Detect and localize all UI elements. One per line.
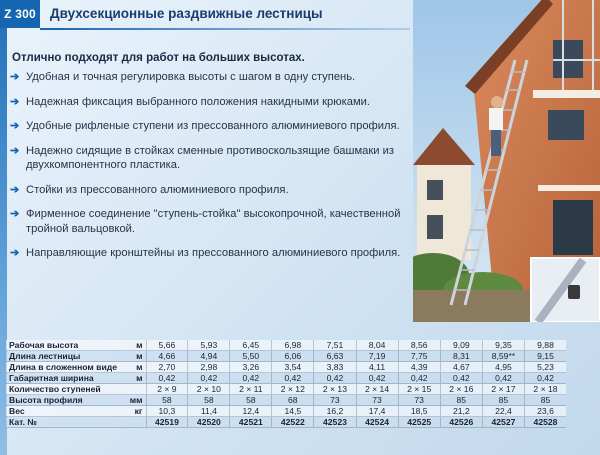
spec-value: 3,83 bbox=[314, 362, 356, 373]
spec-value: 42519 bbox=[146, 417, 188, 428]
spec-value: 21,2 bbox=[440, 406, 482, 417]
spec-value: 42522 bbox=[272, 417, 314, 428]
spec-value: 5,23 bbox=[525, 362, 567, 373]
spec-value: 2 × 12 bbox=[272, 384, 314, 395]
title-divider bbox=[40, 28, 410, 30]
spec-value: 4,11 bbox=[356, 362, 398, 373]
arrow-icon: ➔ bbox=[10, 208, 20, 220]
ladder-house-illustration bbox=[413, 0, 600, 322]
spec-value: 9,35 bbox=[482, 340, 524, 351]
spec-value: 2,70 bbox=[146, 362, 188, 373]
spec-row bbox=[6, 384, 566, 395]
spec-value: 85 bbox=[440, 395, 482, 406]
model-badge: Z 300 bbox=[0, 0, 40, 28]
spec-value: 42523 bbox=[314, 417, 356, 428]
spec-value: 6,06 bbox=[272, 351, 314, 362]
spec-value: 5,93 bbox=[188, 340, 230, 351]
spec-value: 42521 bbox=[230, 417, 272, 428]
feature-item: ➔ Надежно сидящие в стойках сменные противоскользящие башмаки из двухкомпонентного пластика. bbox=[10, 144, 395, 171]
spec-value: 8,59** bbox=[482, 351, 524, 362]
arrow-icon: ➔ bbox=[10, 95, 20, 108]
spec-value: 2 × 18 bbox=[525, 384, 567, 395]
arrow-icon: ➔ bbox=[10, 120, 20, 132]
spec-value: 73 bbox=[398, 395, 440, 406]
spec-value: 6,45 bbox=[230, 340, 272, 351]
spec-value: 7,75 bbox=[398, 351, 440, 362]
feature-item: ➔ Удобная и точная регулировка высоты с шагом в одну ступень. bbox=[10, 71, 356, 83]
spec-value: 8,31 bbox=[440, 351, 482, 362]
spec-value: 58 bbox=[146, 395, 188, 406]
spec-value: 4,67 bbox=[440, 362, 482, 373]
feature-item: ➔ Надежная фиксация выбранного положения накидными крюками. bbox=[10, 95, 371, 108]
spec-value: 9,88 bbox=[525, 340, 567, 351]
spec-value: 0,42 bbox=[230, 373, 272, 384]
spec-value: 4,94 bbox=[188, 351, 230, 362]
spec-label: Кат. № bbox=[6, 417, 124, 428]
spec-row bbox=[6, 362, 566, 373]
spec-value: 8,56 bbox=[398, 340, 440, 351]
spec-row bbox=[6, 395, 566, 406]
spec-unit: м bbox=[124, 362, 146, 373]
spec-value: 42528 bbox=[525, 417, 567, 428]
spec-value: 11,4 bbox=[188, 406, 230, 417]
spec-value: 0,42 bbox=[314, 373, 356, 384]
feature-item: ➔ Удобные рифленые ступени из прессованного алюминиевого профиля. bbox=[10, 120, 400, 132]
spec-row bbox=[6, 373, 566, 384]
spec-label: Высота профиля bbox=[6, 395, 124, 406]
spec-value: 2 × 13 bbox=[314, 384, 356, 395]
spec-label: Длина лестницы bbox=[6, 351, 124, 362]
spec-unit: кг bbox=[124, 406, 146, 417]
spec-unit: мм bbox=[124, 395, 146, 406]
spec-value: 4,66 bbox=[146, 351, 188, 362]
spec-value: 17,4 bbox=[356, 406, 398, 417]
spec-value: 6,63 bbox=[314, 351, 356, 362]
spec-value: 6,98 bbox=[272, 340, 314, 351]
spec-label: Вес bbox=[6, 406, 124, 417]
spec-value: 58 bbox=[188, 395, 230, 406]
spec-value: 14,5 bbox=[272, 406, 314, 417]
spec-value: 5,50 bbox=[230, 351, 272, 362]
spec-value: 2 × 15 bbox=[398, 384, 440, 395]
arrow-icon: ➔ bbox=[10, 247, 20, 259]
spec-label: Длина в сложенном виде bbox=[6, 362, 124, 373]
spec-unit: м bbox=[124, 351, 146, 362]
spec-value: 68 bbox=[272, 395, 314, 406]
spec-value: 2 × 17 bbox=[482, 384, 524, 395]
spec-value: 7,19 bbox=[356, 351, 398, 362]
spec-value: 4,95 bbox=[482, 362, 524, 373]
spec-value: 42524 bbox=[356, 417, 398, 428]
spec-value: 2 × 9 bbox=[146, 384, 188, 395]
feature-list bbox=[10, 70, 410, 271]
spec-value: 42526 bbox=[440, 417, 482, 428]
feature-item: ➔ Фирменное соединение "ступень-стойка" высокопрочной, качественной тройной вальцовкой. bbox=[10, 208, 401, 235]
spec-unit: м bbox=[124, 340, 146, 351]
feature-item: ➔ Направляющие кронштейны из прессованного алюминиевого профиля. bbox=[10, 247, 401, 259]
spec-value: 0,42 bbox=[188, 373, 230, 384]
spec-value: 73 bbox=[314, 395, 356, 406]
spec-value: 0,42 bbox=[356, 373, 398, 384]
spec-row bbox=[6, 340, 566, 351]
spec-label: Габаритная ширина bbox=[6, 373, 124, 384]
arrow-icon: ➔ bbox=[10, 71, 20, 83]
spec-value: 9,09 bbox=[440, 340, 482, 351]
spec-unit: м bbox=[124, 373, 146, 384]
spec-value: 7,51 bbox=[314, 340, 356, 351]
spec-value: 73 bbox=[356, 395, 398, 406]
spec-value: 85 bbox=[525, 395, 567, 406]
spec-value: 0,42 bbox=[440, 373, 482, 384]
feature-item: ➔ Стойки из прессованного алюминиевого профиля. bbox=[10, 183, 289, 196]
spec-value: 0,42 bbox=[525, 373, 567, 384]
spec-value: 10,3 bbox=[146, 406, 188, 417]
spec-value: 42525 bbox=[398, 417, 440, 428]
spec-value: 16,2 bbox=[314, 406, 356, 417]
spec-unit bbox=[124, 384, 146, 395]
spec-row bbox=[6, 351, 566, 362]
spec-value: 2 × 14 bbox=[356, 384, 398, 395]
spec-value: 42520 bbox=[188, 417, 230, 428]
spec-value: 42527 bbox=[482, 417, 524, 428]
spec-value: 3,54 bbox=[272, 362, 314, 373]
spec-value: 4,39 bbox=[398, 362, 440, 373]
page-title: Двухсекционные раздвижные лестницы bbox=[50, 6, 323, 21]
spec-value: 22,4 bbox=[482, 406, 524, 417]
arrow-icon: ➔ bbox=[10, 144, 20, 157]
spec-table bbox=[6, 340, 566, 428]
spec-row bbox=[6, 406, 566, 417]
spec-value: 2 × 11 bbox=[230, 384, 272, 395]
arrow-icon: ➔ bbox=[10, 183, 20, 196]
spec-value: 0,42 bbox=[482, 373, 524, 384]
spec-value: 58 bbox=[230, 395, 272, 406]
spec-value: 2 × 10 bbox=[188, 384, 230, 395]
spec-value: 12,4 bbox=[230, 406, 272, 417]
spec-value: 18,5 bbox=[398, 406, 440, 417]
spec-value: 2,98 bbox=[188, 362, 230, 373]
spec-value: 2 × 16 bbox=[440, 384, 482, 395]
spec-value: 0,42 bbox=[398, 373, 440, 384]
spec-row bbox=[6, 417, 566, 428]
intro-text: Отлично подходят для работ на больших высотах. bbox=[12, 52, 305, 64]
spec-label: Количество ступеней bbox=[6, 384, 124, 395]
spec-value: 23,6 bbox=[525, 406, 567, 417]
spec-value: 5,66 bbox=[146, 340, 188, 351]
spec-label: Рабочая высота bbox=[6, 340, 124, 351]
spec-value: 85 bbox=[482, 395, 524, 406]
spec-value: 3,26 bbox=[230, 362, 272, 373]
spec-value: 8,04 bbox=[356, 340, 398, 351]
product-photo bbox=[413, 0, 600, 322]
spec-unit bbox=[124, 417, 146, 428]
spec-value: 9,15 bbox=[525, 351, 567, 362]
spec-value: 0,42 bbox=[146, 373, 188, 384]
spec-value: 0,42 bbox=[272, 373, 314, 384]
